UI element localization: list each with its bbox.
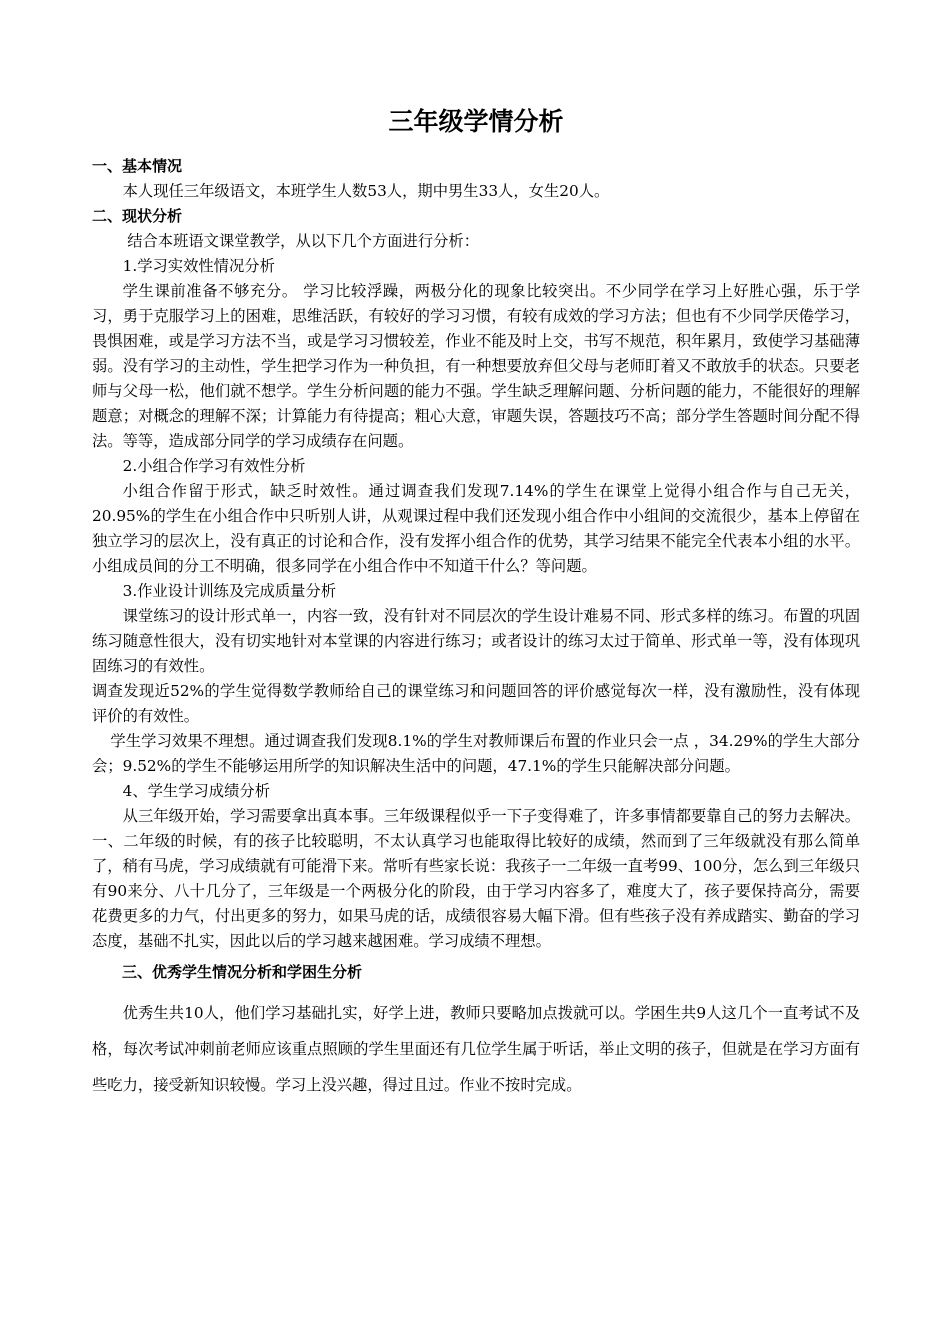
subsection-1-text: 学生课前准备不够充分。 学习比较浮躁，两极分化的现象比较突出。不少同学在学习上好胜心强，乐于学习，勇于克服学习上的困难，思维活跃，有较好的学习习惯，有较有成效的学习方法；但也有不少同学厌倦学习，畏惧困难，或是学习方法不当，或是学习习惯较差，作业不能及时上交，书写不规范，积年累月，致使学习基础薄弱。没有学习的主动性，学生把学习作为一种负担，有一种想要放弃但父母与老师盯着又不敢放手的状态。只要老师与父母一松，他们就不想学。学生分析问题的能力不强。学生缺乏理解问题、分析问题的能力，不能很好的理解题意；对概念的理解不深；计算能力有待提高；粗心大意，审题失误，答题技巧不高；部分学生答题时间分配不得法。等等，造成部分同学的学习成绩存在问题。 bbox=[92, 282, 860, 450]
subsection-3-text-3: 学生学习效果不理想。通过调查我们发现8.1%的学生对教师课后布置的作业只会一点 ，34.29%的学生大部分会；9.52%的学生不能够运用所学的知识解决生活中的问题，47.1%的学生只能解决部分问题。 bbox=[92, 732, 860, 775]
subsection-3-text-2: 调查发现近52%的学生觉得数学教师给自己的课堂练习和问题回答的评价感觉每次一样，没有激励性，没有体现评价的有效性。 bbox=[92, 682, 860, 725]
section-2-heading: 二、现状分析 bbox=[92, 207, 183, 225]
subsection-3-heading: 3.作业设计训练及完成质量分析 bbox=[122, 582, 337, 600]
subsection-2-text: 小组合作留于形式，缺乏时效性。通过调查我们发现7.14%的学生在课堂上觉得小组合作与自己无关，20.95%的学生在小组合作中只听别人讲，从观课过程中我们还发现小组合作中小组间的交流很少，基本上停留在独立学习的层次上，没有真正的讨论和合作，没有发挥小组合作的优势，其学习结果不能完全代表本小组的水平。小组成员间的分工不明确，很多同学在小组合作中不知道干什么？等问题。 bbox=[92, 482, 860, 575]
section-1-text: 本人现任三年级语文，本班学生人数53人，期中男生33人，女生20人。 bbox=[122, 182, 610, 200]
subsection-2-heading: 2.小组合作学习有效性分析 bbox=[122, 457, 306, 475]
section-1-heading: 一、基本情况 bbox=[92, 157, 183, 175]
subsection-4-text: 从三年级开始，学习需要拿出真本事。三年级课程似乎一下子变得难了，许多事情都要靠自己的努力去解决。一、二年级的时候，有的孩子比较聪明，不太认真学习也能取得比较好的成绩，然而到了三年级就没有那么简单了，稍有马虎，学习成绩就有可能滑下来。常听有些家长说：我孩子一二年级一直考99、100分，怎么到三年级只有90来分、八十几分了，三年级是一个两极分化的阶段，由于学习内容多了，难度大了，孩子要保持高分，需要花费更多的力气，付出更多的努力，如果马虎的话，成绩很容易大幅下滑。但有些孩子没有养成踏实、勤奋的学习态度，基础不扎实，因此以后的学习越来越困难。学习成绩不理想。 bbox=[92, 807, 860, 950]
section-3-text: 优秀生共10人，他们学习基础扎实，好学上进，教师只要略加点拨就可以。学困生共9人这几个一直考试不及格，每次考试冲刺前老师应该重点照顾的学生里面还有几位学生属于听话，举止文明的孩子，但就是在学习方面有些吃力，接受新知识较慢。学习上没兴趣，得过且过。作业不按时完成。 bbox=[92, 1004, 860, 1094]
section-3-heading: 三、优秀学生情况分析和学困生分析 bbox=[122, 963, 363, 981]
section-2-intro: 结合本班语文课堂教学，从以下几个方面进行分析： bbox=[127, 232, 480, 250]
document-page bbox=[92, 100, 860, 1103]
document-title: 三年级学情分析 bbox=[388, 107, 564, 136]
subsection-3-text-1: 课堂练习的设计形式单一，内容一致，没有针对不同层次的学生设计难易不同、形式多样的练习。布置的巩固练习随意性很大，没有切实地针对本堂课的内容进行练习；或者设计的练习太过于简单、形式单一等，没有体现巩固练习的有效性。 bbox=[92, 607, 860, 675]
subsection-1-heading: 1.学习实效性情况分析 bbox=[122, 257, 275, 275]
subsection-4-heading: 4、学生学习成绩分析 bbox=[122, 782, 270, 800]
